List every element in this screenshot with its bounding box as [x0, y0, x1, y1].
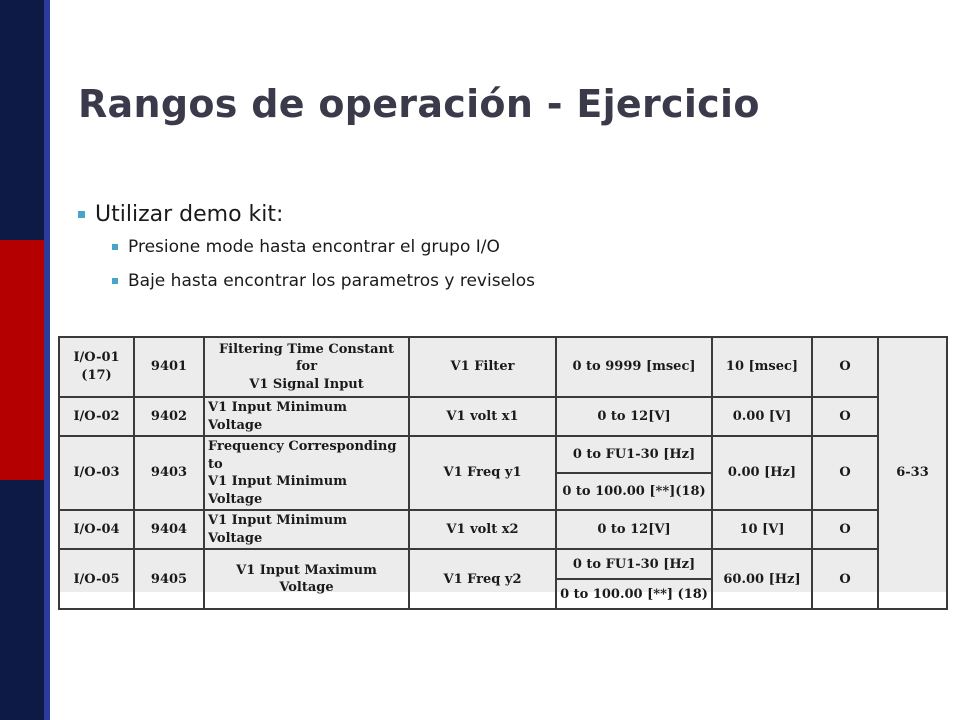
- table-row: [59, 397, 947, 436]
- param-default: 0.00 [V]: [712, 397, 812, 436]
- param-adjustable: O: [812, 397, 878, 436]
- param-address: 9401: [134, 337, 204, 397]
- bullet-text: Utilizar demo kit:: [95, 201, 284, 227]
- bullet-list: [78, 198, 535, 298]
- param-page-ref: 6-33: [878, 337, 947, 609]
- param-default: 0.00 [Hz]: [712, 436, 812, 510]
- bullet-text: Presione mode hasta encontrar el grupo I/O: [128, 237, 500, 257]
- param-code-cell: [59, 337, 134, 397]
- param-display: V1 volt x2: [409, 510, 556, 549]
- parameter-table: [58, 336, 948, 610]
- param-description-line1: Frequency Corresponding to: [208, 439, 397, 472]
- param-adjustable: O: [812, 436, 878, 510]
- param-code-sub: (17): [81, 368, 112, 383]
- param-code: I/O-03: [59, 436, 134, 510]
- param-description: V1 Input Minimum Voltage: [204, 397, 409, 436]
- bullet-text: Baje hasta encontrar los parametros y reviselos: [128, 271, 536, 291]
- param-adjustable: O: [812, 549, 878, 609]
- param-description: V1 Input Minimum Voltage: [204, 510, 409, 549]
- sidebar-navy-bottom-block: [0, 480, 44, 720]
- param-range: 0 to FU1-30 [Hz]: [556, 436, 712, 473]
- bullet-level1: [78, 198, 535, 230]
- param-code: I/O-04: [59, 510, 134, 549]
- sidebar-accent-line: [44, 0, 50, 720]
- param-range: 0 to 100.00 [**] (18): [556, 579, 712, 609]
- square-bullet-icon: [112, 278, 118, 284]
- param-default: 10 [V]: [712, 510, 812, 549]
- param-adjustable: O: [812, 337, 878, 397]
- sidebar-red-block: [0, 240, 44, 480]
- square-bullet-icon: [112, 244, 118, 250]
- param-address: 9403: [134, 436, 204, 510]
- param-code: I/O-01: [73, 350, 120, 366]
- param-range: 0 to 100.00 [**](18): [556, 473, 712, 510]
- param-display: V1 Freq y1: [409, 436, 556, 510]
- sidebar-navy-top-block: [0, 0, 44, 240]
- param-display: V1 Freq y2: [409, 549, 556, 609]
- table-row: [59, 549, 947, 579]
- param-default: 10 [msec]: [712, 337, 812, 397]
- param-range: 0 to 12[V]: [556, 510, 712, 549]
- param-code: I/O-05: [59, 549, 134, 609]
- parameter-table-image: [58, 336, 946, 602]
- param-address: 9404: [134, 510, 204, 549]
- table-row: [59, 436, 947, 473]
- param-adjustable: O: [812, 510, 878, 549]
- bullet-level2: [112, 230, 535, 264]
- param-default: 60.00 [Hz]: [712, 549, 812, 609]
- param-description-line2: V1 Signal Input: [249, 376, 364, 392]
- square-bullet-icon: [78, 211, 85, 218]
- bullet-level2: [112, 264, 535, 298]
- param-description-cell: [204, 436, 409, 510]
- param-range: 0 to 12[V]: [556, 397, 712, 436]
- param-description-cell: [204, 337, 409, 397]
- param-display: V1 volt x1: [409, 397, 556, 436]
- param-range: 0 to 9999 [msec]: [556, 337, 712, 397]
- param-address: 9402: [134, 397, 204, 436]
- table-row: [59, 510, 947, 549]
- param-range: 0 to FU1-30 [Hz]: [556, 549, 712, 579]
- table-row: [59, 337, 947, 397]
- param-address: 9405: [134, 549, 204, 609]
- param-code: I/O-02: [59, 397, 134, 436]
- slide-title: Rangos de operación - Ejercicio: [78, 82, 760, 126]
- left-decorative-bar: [0, 0, 44, 720]
- param-description: V1 Input Maximum Voltage: [204, 549, 409, 609]
- param-description-line1: Filtering Time Constant for: [218, 341, 395, 375]
- param-description-line2: V1 Input Minimum Voltage: [208, 474, 347, 507]
- param-display: V1 Filter: [409, 337, 556, 397]
